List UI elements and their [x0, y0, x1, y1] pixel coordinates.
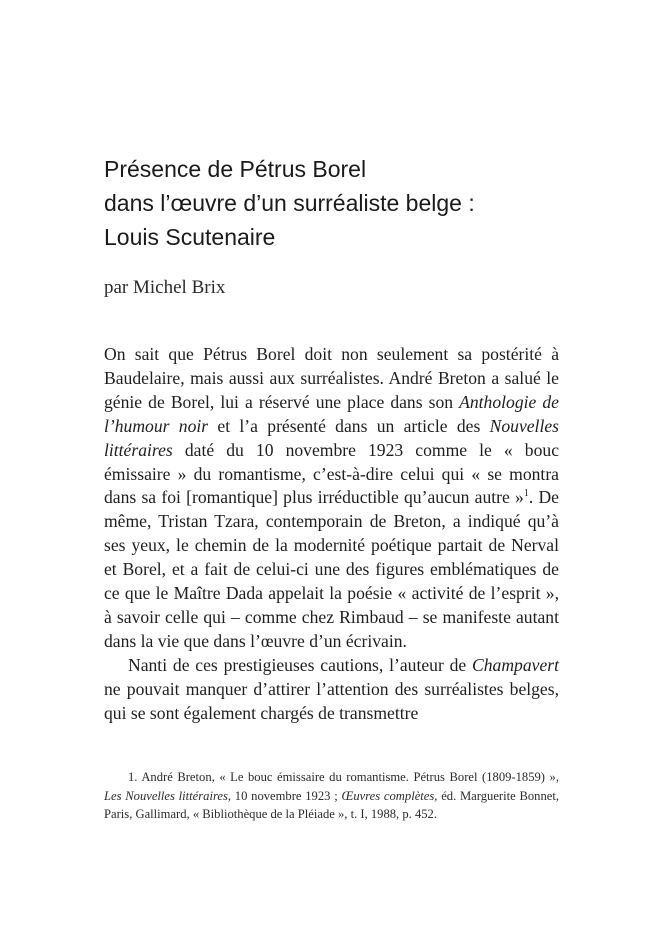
footnote-text-1: André Breton, « Le bouc émissaire du romantisme. Pétrus Borel (1809-1859) »,	[137, 770, 559, 784]
paragraph-2	[104, 654, 559, 726]
p1-text-4: . De même, Tristan Tzara, contemporain de Breton, a indiqué qu’à ses yeux, le chemin de la modernité poétique partait de Nerval et Borel, et a fait de celui-ci une des figures emblématiques de ce que le Maître Dada appelait la poésie « activité de l’esprit », à savoir celle qui – comme chez Rimbaud – se manifeste autant dans la vie que dans l’œuvre d’un écrivain.	[104, 487, 559, 651]
article-title	[104, 152, 574, 254]
footnote-text-3: , éd. Marguerite Bonnet, Paris, Gallimard, « Bibliothèque de la Pléiade », t. I, 1988, p. 452.	[104, 788, 559, 821]
p1-title-nouvelles: Nouvelles littéraires	[104, 415, 559, 460]
p1-title-anthologie: Anthologie de l’humour noir	[104, 391, 559, 436]
author-byline: par Michel Brix	[104, 277, 226, 298]
paragraph-1	[104, 343, 559, 654]
p1-text-1: On sait que Pétrus Borel doit non seulement sa postérité à Baudelaire, mais aussi aux surréalistes. André Breton a salué le génie de Borel, lui a réservé une place dans son	[104, 344, 559, 412]
title-line-2: dans l’œuvre d’un surréaliste belge :	[104, 190, 475, 216]
footnote-title-oeuvres: Œuvres complètes	[341, 788, 435, 803]
footnote-1	[104, 768, 559, 824]
body-text	[104, 343, 559, 726]
p1-text-3: daté du 10 novembre 1923 comme le « bouc émissaire » du romantisme, c’est-à-dire celui qui « se montra dans sa foi [romantique] plus irréductible qu’aucun autre »	[104, 439, 559, 508]
p2-text-1: Nanti de ces prestigieuses cautions, l’auteur de	[128, 654, 473, 675]
title-line-3: Louis Scutenaire	[104, 224, 276, 250]
p1-text-2: et l’a présenté dans un article des	[208, 415, 490, 436]
footnote-title-nouvelles: Les Nouvelles littéraires	[104, 788, 228, 803]
p2-title-champavert: Champavert	[472, 654, 559, 675]
footnote-number: 1.	[128, 770, 138, 784]
footnote-ref-1[interactable]: 1	[523, 488, 529, 500]
footnote-text-2: , 10 novembre 1923 ;	[227, 788, 342, 803]
p2-text-2: ne pouvait manquer d’attirer l’attention des surréalistes belges, qui se sont également chargés de transmettre	[104, 678, 559, 723]
title-line-1: Présence de Pétrus Borel	[104, 156, 367, 182]
